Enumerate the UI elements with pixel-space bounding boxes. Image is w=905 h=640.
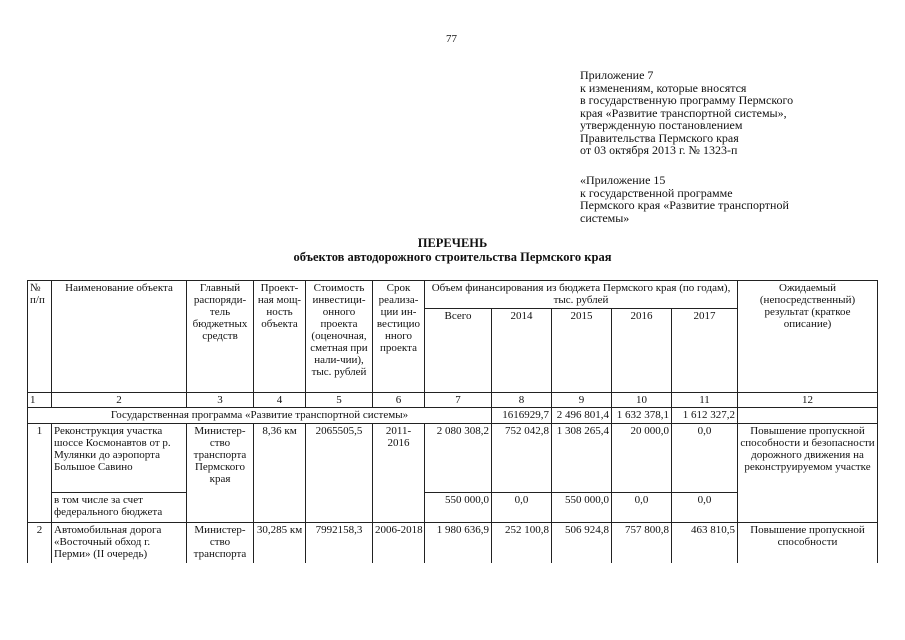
appendix-sub-header: [580, 174, 880, 224]
row1-sub-2015: 550 000,0: [552, 493, 612, 523]
header-financing: Объем финансирования из бюджета Пермского края (по годам), тыс. рублей: [425, 281, 738, 309]
row1-total: 2 080 308,2: [425, 424, 492, 493]
row1-2015: 1 308 265,4: [552, 424, 612, 493]
row1-sub-total: 550 000,0: [425, 493, 492, 523]
table-row: [28, 424, 878, 493]
row2-2016: 757 800,8: [612, 523, 672, 563]
appendix-sub-line: к государственной программе: [580, 185, 733, 200]
col-number: 6: [373, 393, 425, 408]
col-number: 4: [254, 393, 306, 408]
program-total: 1616929,7: [492, 408, 552, 424]
appendix-sub-line: «Приложение 15: [580, 173, 666, 187]
row1-term: 2011-2016: [373, 424, 425, 523]
appendix-line: в государственную программу Пермского: [580, 93, 794, 107]
program-label: Государственная программа «Развитие транспортной системы»: [28, 408, 492, 424]
row1-capacity: 8,36 км: [254, 424, 306, 523]
col-number: 1: [28, 393, 52, 408]
program-2015: 1 632 378,1: [612, 408, 672, 424]
col-number: 9: [552, 393, 612, 408]
header-total: Всего: [425, 309, 492, 393]
header-2014: 2014: [492, 309, 552, 393]
col-number: 12: [738, 393, 878, 408]
row1-manager: Министер-ство транспорта Пермского края: [187, 424, 254, 523]
program-2016: 1 612 327,2: [672, 408, 738, 424]
header-result: Ожидаемый (непосредственный) результат (краткое описание): [738, 281, 878, 393]
header-2015: 2015: [552, 309, 612, 393]
document-title: ПЕРЕЧЕНЬ: [417, 236, 488, 250]
program-empty: [738, 408, 878, 424]
row1-num: 1: [28, 424, 52, 523]
row1-result: Повышение пропускной способности и безопасности дорожного движения на реконструируемом участке: [738, 424, 878, 523]
table-row: [28, 523, 878, 563]
program-2014: 2 496 801,4: [552, 408, 612, 424]
row1-sub-2017: 0,0: [672, 493, 738, 523]
row1-sub-2016: 0,0: [612, 493, 672, 523]
row1-2016: 20 000,0: [612, 424, 672, 493]
row2-manager: Министер-ство транспорта: [187, 523, 254, 563]
header-2016: 2016: [612, 309, 672, 393]
row2-2015: 506 924,8: [552, 523, 612, 563]
col-number: 7: [425, 393, 492, 408]
row1-2014: 752 042,8: [492, 424, 552, 493]
col-number: 8: [492, 393, 552, 408]
row1-name: Реконструкция участка шоссе Космонавтов от р. Мулянки до аэропорта Большое Савино: [52, 424, 187, 493]
row2-total: 1 980 636,9: [425, 523, 492, 563]
row2-cost: 7992158,3: [306, 523, 373, 563]
row1-sub-name: в том числе за счет федерального бюджета: [52, 493, 187, 523]
row2-name: Автомобильная дорога «Восточный обход г. Перми» (II очередь): [52, 523, 187, 563]
header-row: [28, 281, 878, 309]
objects-table: [27, 280, 878, 563]
appendix-line: Правительства Пермского края: [580, 130, 739, 145]
appendix-header: [580, 69, 880, 157]
row2-capacity: 30,285 км: [254, 523, 306, 563]
row2-2014: 252 100,8: [492, 523, 552, 563]
appendix-line: края «Развитие транспортной системы»,: [580, 105, 787, 120]
appendix-line: от 03 октября 2013 г. № 1323-п: [580, 143, 738, 157]
col-number: 5: [306, 393, 373, 408]
row2-num: 2: [28, 523, 52, 563]
header-2017: 2017: [672, 309, 738, 393]
header-capacity: Проект-ная мощ-ность объекта: [254, 281, 306, 393]
program-row: [28, 408, 878, 424]
col-number: 11: [672, 393, 738, 408]
column-numbers-row: [28, 393, 878, 408]
appendix-line: Приложение 7: [580, 68, 654, 82]
appendix-sub-line: системы»: [580, 210, 630, 225]
header-num: № п/п: [28, 281, 52, 393]
appendix-line: утвержденную постановлением: [580, 118, 743, 132]
col-number: 10: [612, 393, 672, 408]
document-subtitle: объектов автодорожного строительства Пермского края: [293, 250, 612, 264]
appendix-line: к изменениям, которые вносятся: [580, 80, 747, 95]
header-cost: Стоимость инвестици-онного проекта (оценочная, сметная при нали-чии), тыс. рублей: [306, 281, 373, 393]
row1-sub-2014: 0,0: [492, 493, 552, 523]
header-term: Срок реализа-ции ин-вестицио нного проекта: [373, 281, 425, 393]
page-number: 77: [446, 33, 457, 45]
col-number: 2: [52, 393, 187, 408]
row1-cost: 2065505,5: [306, 424, 373, 523]
col-number: 3: [187, 393, 254, 408]
header-name: Наименование объекта: [52, 281, 187, 393]
row2-result: Повышение пропускной способности: [738, 523, 878, 563]
header-manager: Главный распоряди-тель бюджетных средств: [187, 281, 254, 393]
appendix-sub-line: Пермского края «Развитие транспортной: [580, 198, 789, 212]
row1-2017: 0,0: [672, 424, 738, 493]
row2-term: 2006-2018: [373, 523, 425, 563]
row2-2017: 463 810,5: [672, 523, 738, 563]
